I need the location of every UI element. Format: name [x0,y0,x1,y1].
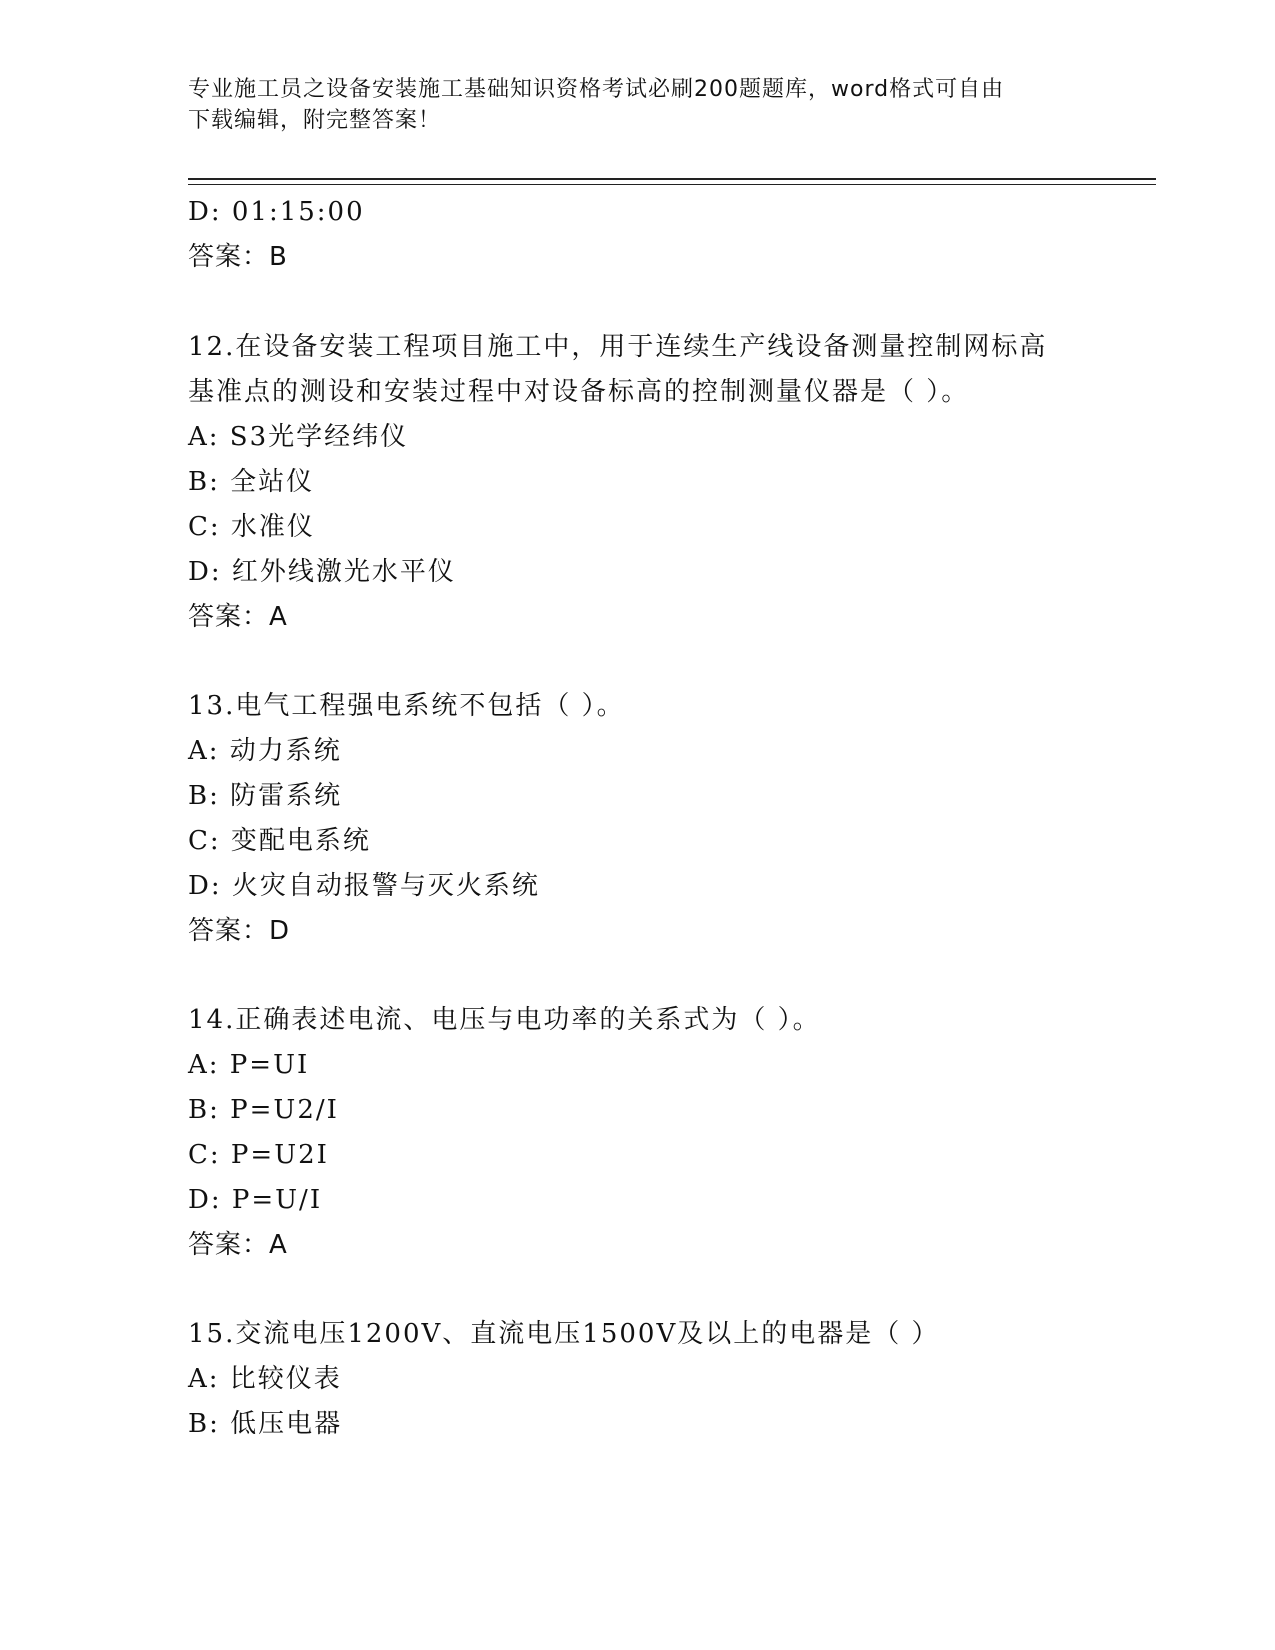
answer-line: 答案：D [188,916,291,946]
option-a: A: 比较仪表 [188,1364,342,1394]
option-c: C: 水准仪 [188,512,315,542]
question-stem: 14.正确表述电流、电压与电功率的关系式为（ ）。 [188,1005,821,1035]
question-stem: 13.电气工程强电系统不包括（ ）。 [188,691,625,721]
option-d: D: 火灾自动报警与灭火系统 [188,871,540,901]
option-d: D: 01:15:00 [188,197,365,227]
option-b: B: 全站仪 [188,467,315,497]
option-c: C: P=U2I [188,1140,329,1170]
question-stem: 12.在设备安装工程项目施工中，用于连续生产线设备测量控制网标高 [188,332,1048,362]
option-c: C: 变配电系统 [188,826,371,856]
question-stem: 15.交流电压1200V、直流电压1500V及以上的电器是（ ） [188,1319,940,1349]
question-12 [188,325,1128,640]
answer-line: 答案：A [188,1230,288,1260]
option-b: B: 低压电器 [188,1409,343,1439]
document-header [188,74,1088,136]
option-b: B: P=U2/I [188,1095,339,1125]
header-divider [188,178,1156,185]
option-d: D: 红外线激光水平仪 [188,557,456,587]
option-d: D: P=U/I [188,1185,323,1215]
question-stem-continued: 基准点的测设和安装过程中对设备标高的控制测量仪器是（ ）。 [188,377,970,407]
answer-line: 答案：A [188,602,288,632]
option-a: A: 动力系统 [188,736,342,766]
option-a: A: P=UI [188,1050,310,1080]
question-list [188,190,1128,1447]
answer-line: 答案：B [188,242,288,272]
question-14 [188,998,1128,1268]
header-title-line-2: 下载编辑，附完整答案！ [188,108,442,133]
option-a: A: S3光学经纬仪 [188,422,409,452]
option-b: B: 防雷系统 [188,781,343,811]
question-13 [188,684,1128,954]
header-title-line-1: 专业施工员之设备安装施工基础知识资格考试必刷200题题库，word格式可自由 [188,77,1005,102]
question-15 [188,1312,1128,1447]
